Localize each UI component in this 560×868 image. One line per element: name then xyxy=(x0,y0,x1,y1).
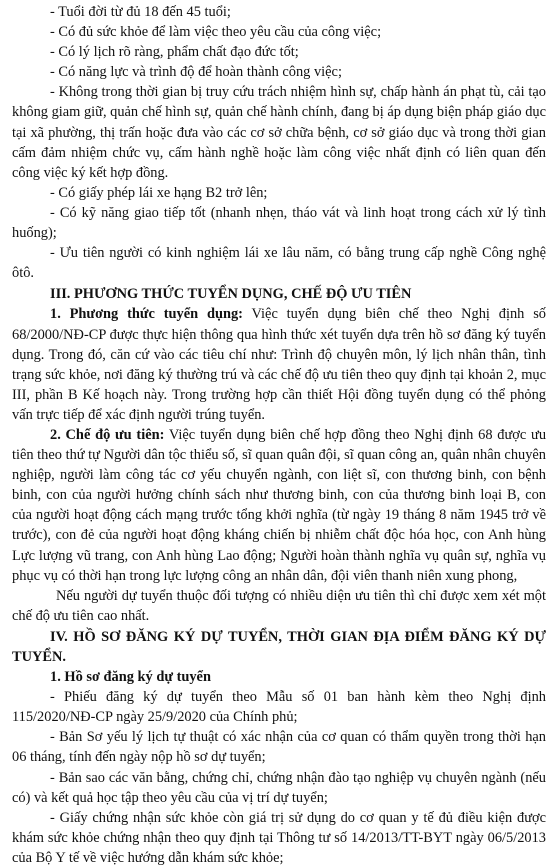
section-3-paragraph-2-label: 2. Chế độ ưu tiên: xyxy=(50,426,165,443)
requirement-age: - Tuổi đời từ đủ 18 đến 45 tuổi; xyxy=(50,4,231,20)
dossier-item-curriculum-vitae: - Bản Sơ yếu lý lịch tự thuật có xác nhận của cơ quan có thẩm quyền trong thời hạn 06 tháng, tính đến ngày nộp hồ sơ dự tuyển; xyxy=(12,729,546,766)
section-3-paragraph-3: Nếu người dự tuyển thuộc đối tượng có nhiều diện ưu tiên thì chỉ được xem xét một chế độ ưu tiên cao nhất. xyxy=(12,587,546,624)
requirement-license: - Có giấy phép lái xe hạng B2 trở lên; xyxy=(50,184,268,201)
section-3-paragraph-2 xyxy=(12,425,546,586)
section-3-paragraph-2-text: Việc tuyển dụng biên chế hợp đồng theo Nghị định 68 được ưu tiên theo thứ tự Người dân tộc thiểu số, sĩ quan quân đội, sĩ quan công an, quân nhân chuyên nghiệp, người làm công tác cơ yếu chuyển ngành, con liệt sĩ, con thương binh, con bệnh binh, con của người hưởng chính sách như thương binh, con của thương binh loại B, con của người hoạt động cách mạng trước tổng khởi nghĩa (từ ngày 19 tháng 8 năm 1945 trở về trước), con đẻ của người hoạt động kháng chiến bị nhiễm chất độc hóa học, con Anh hùng Lực lượng vũ trang, con Anh hùng Lao động; Người hoàn thành nghĩa vụ quân sự, nghĩa vụ phục vụ có thời hạn trong lực lượng công an nhân dân, đội viên thanh niên xung phong, xyxy=(12,426,547,584)
dossier-item-diplomas: - Bản sao các văn bằng, chứng chỉ, chứng nhận đào tạo nghiệp vụ chuyên ngành (nếu có) và kết quả học tập theo yêu cầu của vị trí dự tuyển; xyxy=(12,769,546,806)
dossier-item-registration-form: - Phiếu đăng ký dự tuyển theo Mẫu số 01 ban hành kèm theo Nghị định 115/2020/NĐ-CP ngày 25/9/2020 của Chính phủ; xyxy=(12,689,546,726)
requirement-priority: - Ưu tiên người có kinh nghiệm lái xe lâu năm, có bằng trung cấp nghề Công nghệ ôtô. xyxy=(12,245,546,282)
section-4-subheading-1: 1. Hồ sơ đăng ký dự tuyển xyxy=(50,669,211,686)
requirement-background: - Có lý lịch rõ ràng, phẩm chất đạo đức tốt; xyxy=(50,44,299,61)
section-3-paragraph-1 xyxy=(12,304,546,425)
section-4-heading: IV. HỒ SƠ ĐĂNG KÝ DỰ TUYỂN, THỜI GIAN ĐỊA ĐIỂM ĐĂNG KÝ DỰ TUYỂN. xyxy=(12,628,546,665)
requirement-capability: - Có năng lực và trình độ để hoàn thành công việc; xyxy=(50,64,342,81)
dossier-item-health-certificate: - Giấy chứng nhận sức khỏe còn giá trị sử dụng do cơ quan y tế đủ điều kiện được khám sức khỏe chứng nhận theo quy định tại Thông tư số 14/2013/TT-BYT ngày 06/5/2013 của Bộ Y tế về việc hướng dẫn khám sức khỏe; xyxy=(12,809,546,866)
section-3-heading: III. PHƯƠNG THỨC TUYỂN DỤNG, CHẾ ĐỘ ƯU TIÊN xyxy=(50,286,412,303)
requirement-health: - Có đủ sức khỏe để làm việc theo yêu cầu của công việc; xyxy=(50,24,382,41)
section-3-paragraph-1-label: 1. Phương thức tuyển dụng: xyxy=(50,306,243,323)
requirement-communication: - Có kỹ năng giao tiếp tốt (nhanh nhẹn, tháo vát và linh hoạt trong cách xử lý tình huống); xyxy=(12,204,546,242)
requirement-no-criminal: - Không trong thời gian bị truy cứu trách nhiệm hình sự, chấp hành án phạt tù, cải tạo không giam giữ, quản chế hình sự, quản chế hành chính, đang bị áp dụng biện pháp giáo dục tại xã phường, thị trấn hoặc đưa vào các cơ sở chữa bệnh, cơ sở giáo dục và trong thời gian cấm đảm nhiệm chức vụ, cấm hành nghề hoặc làm công việc nhất định có liên quan đến công việc ký kết hợp đồng. xyxy=(12,84,546,181)
section-3-paragraph-1-text: Việc tuyển dụng biên chế theo Nghị định số 68/2000/NĐ-CP được thực hiện thông qua hình thức xét tuyển dựa trên hồ sơ đăng ký tuyển dụng. Trong đó, căn cứ vào các tiêu chí như: Trình độ chuyên môn, lý lịch nhân thân, tình trạng sức khỏe, nơi đăng ký thường trú và các chế độ ưu tiên theo quy định tại khoản 2, mục III, phần B Kế hoạch này. Trong trường hợp cần thiết Hội đồng tuyển dụng có thể phỏng vấn trực tiếp để xác định người trúng tuyển. xyxy=(12,306,546,423)
